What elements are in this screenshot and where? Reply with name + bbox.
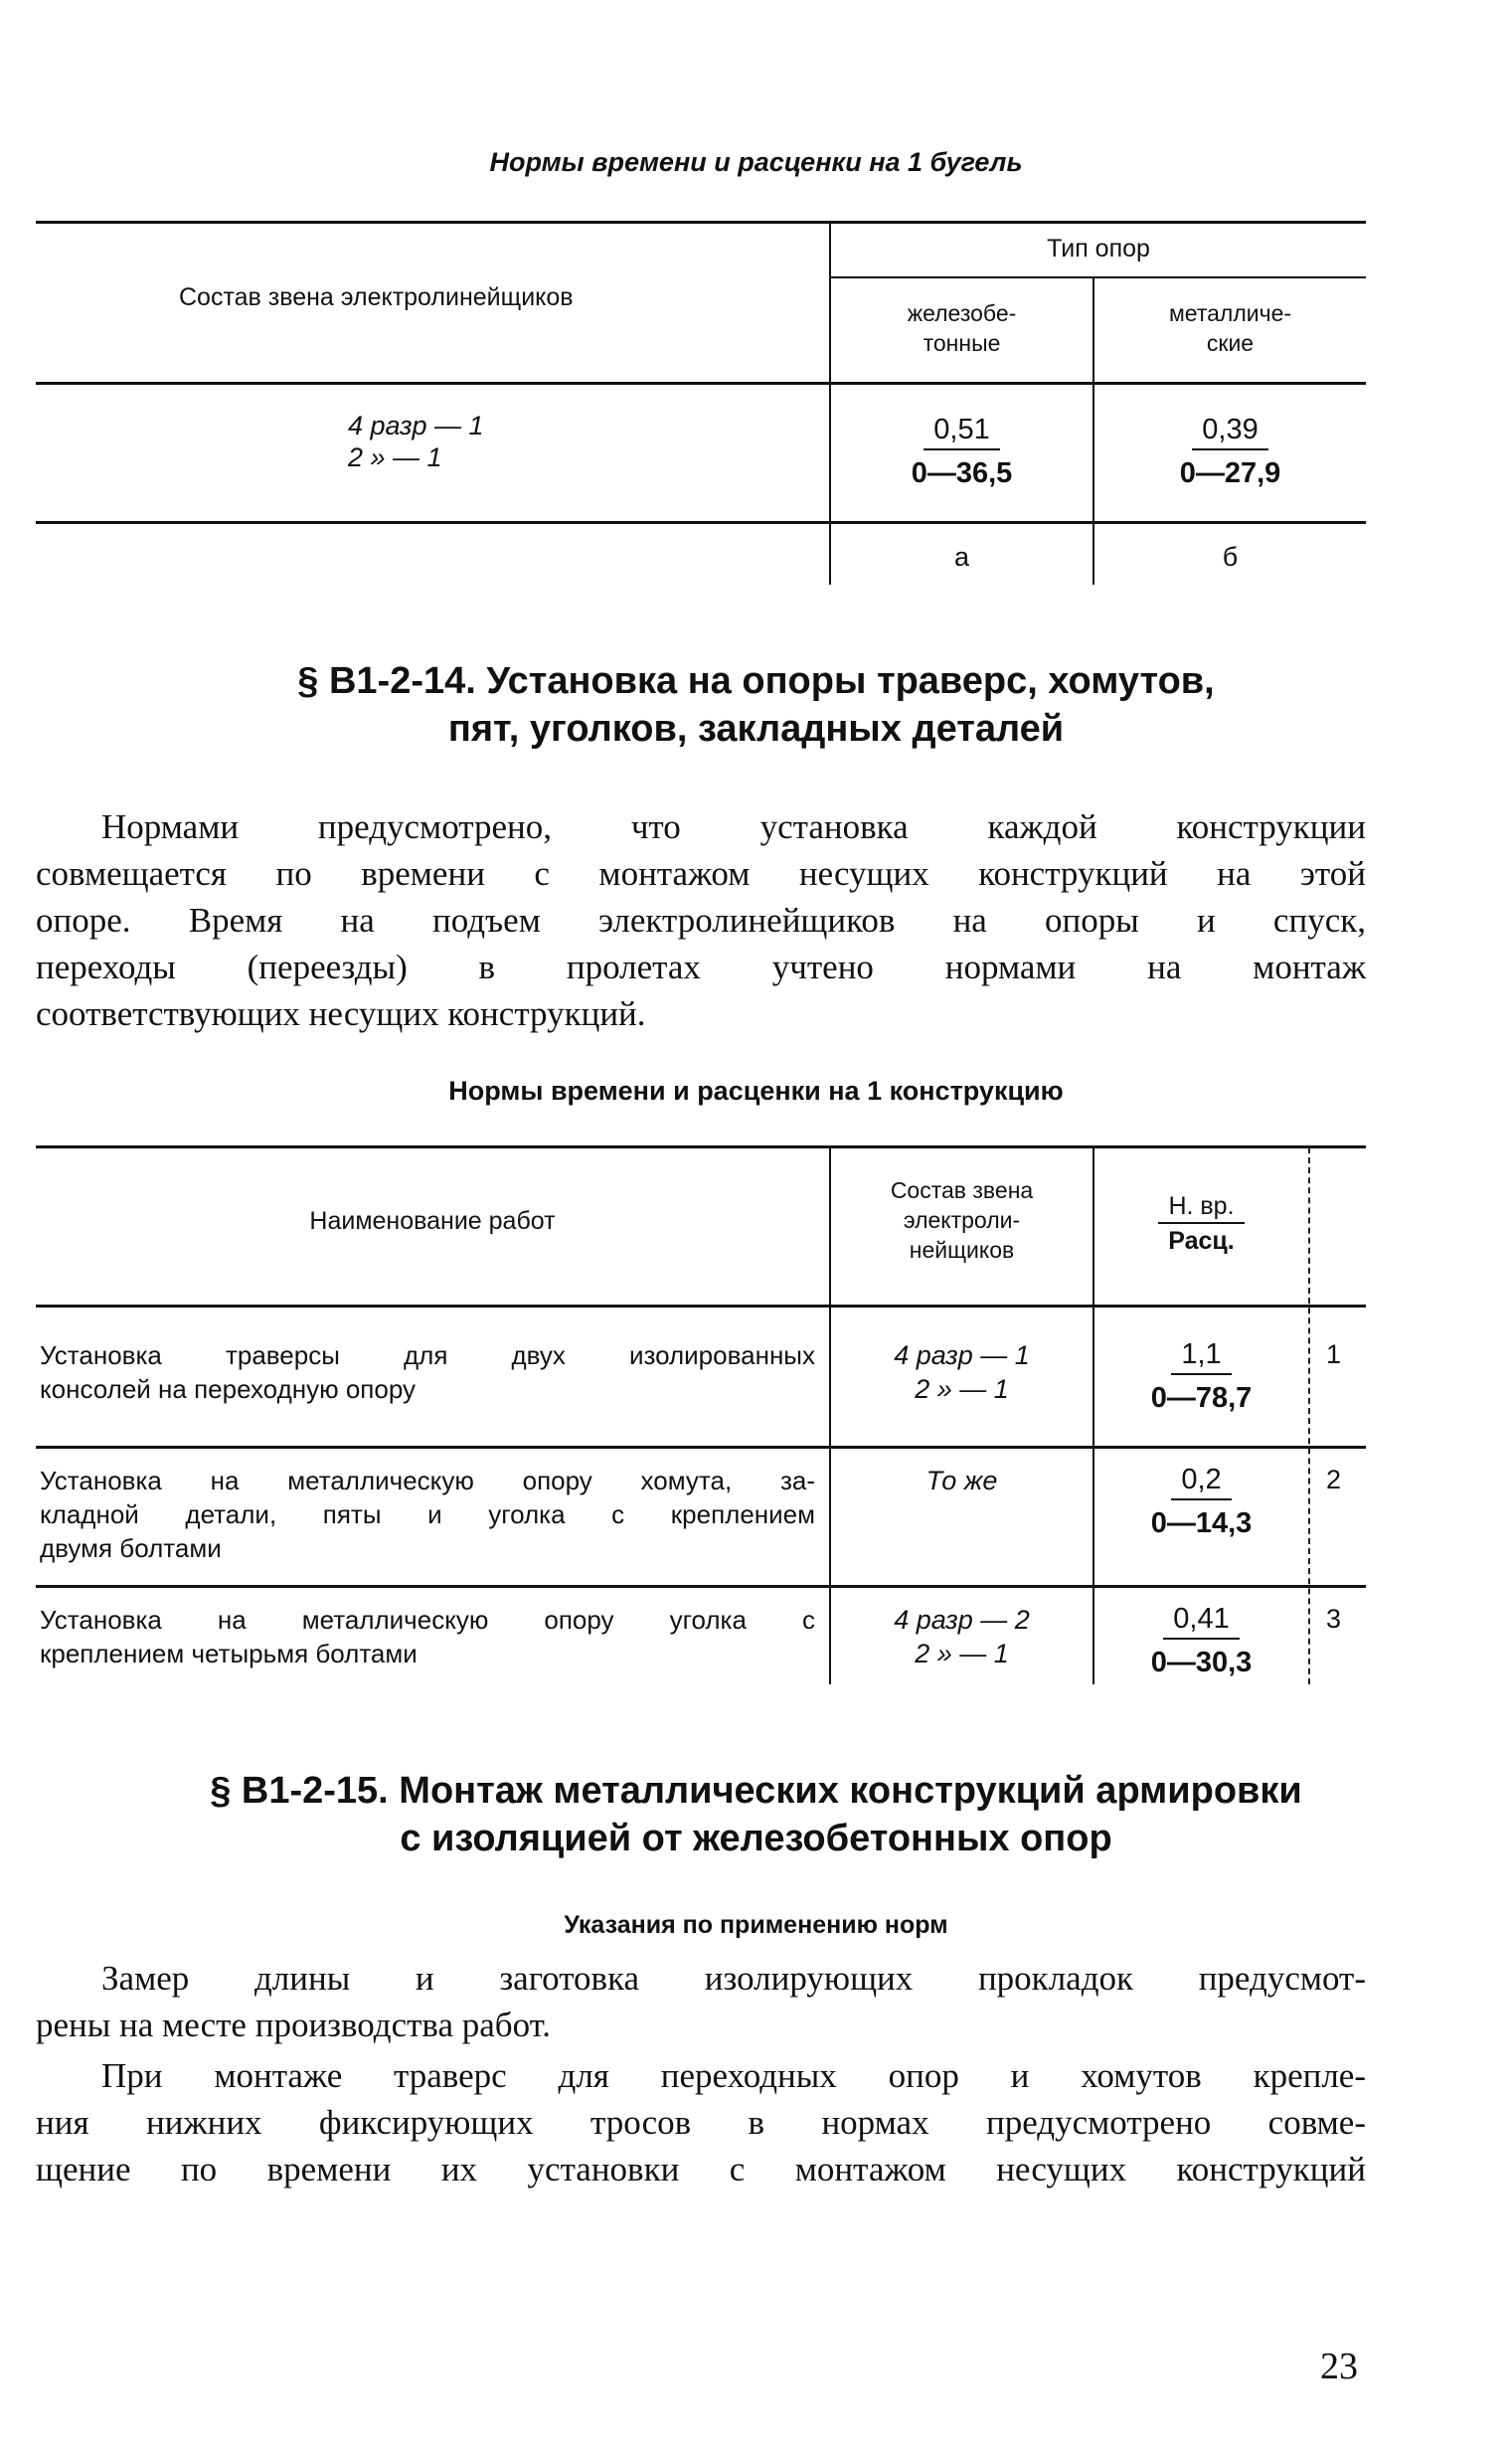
table2-header-crew-line1: Состав звена [890, 1177, 1034, 1203]
section14-paragraph [36, 803, 1366, 1037]
table2-row3-number: 3 [1326, 1604, 1342, 1634]
table1-crew-line2: 2 » — 1 [348, 442, 442, 472]
table2-header-crew-line3: нейщиков [909, 1237, 1015, 1263]
table2-row2-rule [36, 1585, 1366, 1588]
table2-header-norm-rate: Расц. [1168, 1227, 1235, 1255]
section14-para-line2: совмещается по времени с монтажом несущих конструкций на этой [36, 854, 1366, 893]
table2-row3-work-line2: креплением четырьмя болтами [40, 1639, 418, 1668]
section15-para2-line1: При монтаже траверс для переходных опор и хомутов крепле- [101, 2056, 1366, 2095]
table1-value-b [1094, 408, 1366, 495]
section14-title-line1: § В1-2-14. Установка на опоры траверс, хомутов, [297, 660, 1215, 702]
section15-para2-line3: щение по времени их установки с монтажом несущих конструкций [36, 2150, 1366, 2188]
table1-value-b-rate: 0—27,9 [1179, 457, 1281, 489]
section14-title-line2: пят, уголков, закладных деталей [447, 708, 1065, 750]
table2-header-work: Наименование работ [309, 1207, 556, 1235]
table2-row1-work-line2: консолей на переходную опору [40, 1374, 416, 1404]
table2-row2-value [1094, 1458, 1308, 1545]
table2-row2-norm: 0,2 [1171, 1461, 1231, 1500]
table2-header-rule [36, 1305, 1366, 1308]
table2-row2-work-line3: двумя болтами [40, 1533, 222, 1563]
table2-row2-rate: 0—14,3 [1150, 1507, 1253, 1539]
table1-crew-line1: 4 разр — 1 [348, 411, 484, 440]
table1-subheader-rule [831, 276, 1366, 278]
table2-top-rule [36, 1145, 1366, 1148]
section14-para-line4: переходы (переезды) в пролетах учтено нормами на монтаж [36, 948, 1366, 986]
table2-row3-norm: 0,41 [1163, 1600, 1239, 1640]
table2-row3-crew-line1: 4 разр — 2 [894, 1605, 1030, 1635]
table2-row1-work-line1: Установка траверсы для двух изолированных [40, 1340, 815, 1370]
page-number: 23 [1320, 2346, 1358, 2387]
table1-letter-b: б [1222, 542, 1239, 572]
table1-value-b-norm: 0,39 [1192, 411, 1267, 450]
table2-header-crew [831, 1175, 1092, 1265]
section15-title-line2: с изоляцией от железобетонных опор [400, 1818, 1112, 1859]
table1-col-b-line2: ские [1206, 330, 1255, 356]
table1-value-a-rate: 0—36,5 [911, 457, 1013, 489]
table1-letter-a: а [953, 542, 970, 572]
table2-row3-crew [831, 1603, 1092, 1670]
section15-paragraph1 [36, 1955, 1366, 2048]
section15-paragraph2 [36, 2052, 1366, 2192]
table2-row3-work-line1: Установка на металлическую опору уголка с [40, 1605, 815, 1635]
table1-col-a-line2: тонные [923, 330, 1001, 356]
table1-caption: Нормы времени и расценки на 1 бугель [489, 147, 1023, 177]
table2-row1-rate: 0—78,7 [1150, 1382, 1253, 1414]
table2-row1-crew-line2: 2 » — 1 [915, 1374, 1009, 1404]
table2-row1-rule [36, 1446, 1366, 1449]
table2-row2-crew-line1: То же [925, 1466, 998, 1495]
table2-row1-crew [831, 1338, 1092, 1406]
section15-title-line1: § В1-2-15. Монтаж металлических конструкций армировки [210, 1770, 1302, 1812]
section15-para1-line1: Замер длины и заготовка изолирующих прокладок предусмот- [101, 1959, 1366, 1998]
table1-crew-cell [348, 410, 567, 473]
table1-col-a-header [831, 298, 1092, 358]
table2-row3-work [40, 1603, 815, 1670]
section15-subcaption: Указания по применению норм [564, 1911, 948, 1939]
table2-row3-rate: 0—30,3 [1150, 1647, 1253, 1678]
table2-caption: Нормы времени и расценки на 1 конструкцию [448, 1076, 1064, 1106]
table1-bottom-rule [36, 521, 1366, 524]
table2-header-norm [1094, 1189, 1308, 1258]
section14-para-line3: опоре. Время на подъем электролинейщиков на опоры и спуск, [36, 901, 1366, 940]
table1-col-b-header [1094, 298, 1366, 358]
table2-row2-work [40, 1464, 815, 1565]
table2-row1-norm: 1,1 [1171, 1335, 1231, 1375]
section14-para-line1: Нормами предусмотрено, что установка каждой конструкции [101, 807, 1366, 846]
table1-header-rule [36, 382, 1366, 385]
table1-top-rule [36, 221, 1366, 224]
table2-row1-value [1094, 1332, 1308, 1420]
table2-row3-value [1094, 1597, 1308, 1684]
table1-header-crew: Состав звена электролинейщиков [179, 283, 574, 311]
table2-row1-crew-line1: 4 разр — 1 [894, 1340, 1030, 1370]
table2-row2-work-line1: Установка на металлическую опору хомута, за- [40, 1466, 815, 1495]
table2-row1-number: 1 [1326, 1339, 1342, 1369]
section15-para1-line2: рены на месте производства работ. [36, 2006, 552, 2044]
table1-col-b-line1: металличе- [1168, 300, 1292, 326]
table1-value-a [831, 408, 1092, 495]
table1-col-a-line1: железобе- [907, 300, 1017, 326]
table2-row2-work-line2: кладной детали, пяты и уголка с креплением [40, 1499, 815, 1529]
section14-para-line5: соответствующих несущих конструкций. [36, 994, 646, 1033]
table2-divider-3 [1308, 1147, 1310, 1684]
table2-row2-crew [831, 1464, 1092, 1497]
table2-header-crew-line2: электроли- [903, 1207, 1021, 1233]
section15-para2-line2: ния нижних фиксирующих тросов в нормах предусмотрено совме- [36, 2103, 1366, 2142]
table2-row3-crew-line2: 2 » — 1 [915, 1639, 1009, 1668]
table2-row1-work [40, 1338, 815, 1406]
table2-header-norm-time: Н. вр. [1158, 1190, 1244, 1224]
table1-header-type: Тип опор [1047, 235, 1150, 262]
table2-row2-number: 2 [1326, 1465, 1342, 1494]
table1-value-a-norm: 0,51 [924, 411, 999, 450]
